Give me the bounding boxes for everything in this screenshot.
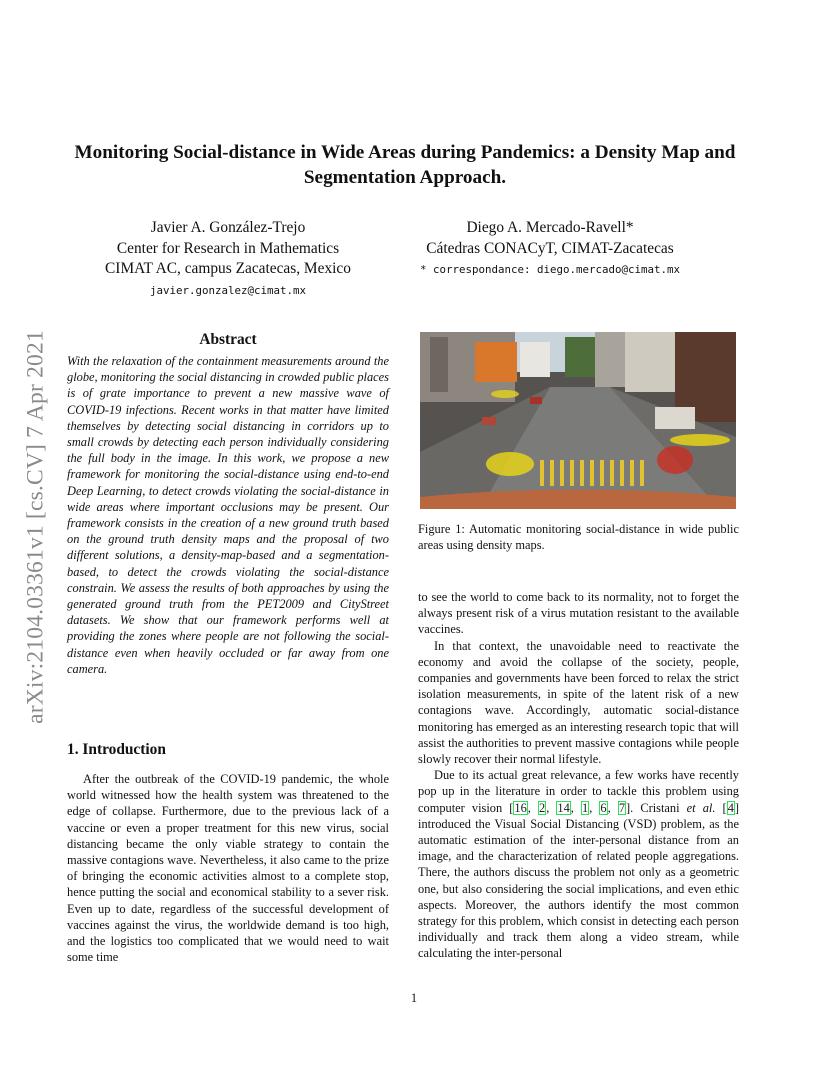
author-1 [90,218,366,302]
paper-title: Monitoring Social-distance in Wide Areas during Pandemics: a Density Map and Segmentation Approach. [74,142,736,188]
author-2-name: Diego A. Mercado-Ravell* [466,219,634,236]
arxiv-id-text: arXiv:2104.03361v1 [cs.CV] 7 Apr 2021 [22,330,49,724]
citation-link[interactable]: 4 [727,800,734,815]
left-column-body [67,771,389,965]
citation-link[interactable]: 1 [582,800,589,815]
author-2-affiliation-1: Cátedras CONACyT, CIMAT-Zacatecas [426,239,674,257]
et-al: et al. [686,800,716,815]
right-column-body [418,589,739,962]
section-heading-introduction: 1. Introduction [67,741,166,758]
arxiv-identifier [16,292,56,762]
intro-paragraph-3-mid: ]. Cristani [626,800,687,815]
intro-paragraph-2: In that context, the unavoidable need to reactivate the economy and avoid the collapse of the society, people, companies and governments have been forced to relax the strict isolation measurements, in spite of the latent risk of a new contagions wave. Accordingly, automatic social-distance monitoring has emerged as an interesting research topic that will assist the authorities to prevent massive contagions while people slowly recover their normal lifestyle. [418,638,739,767]
author-1-email[interactable]: javier.gonzalez@cimat.mx [149,283,306,297]
intro-paragraph-1: After the outbreak of the COVID-19 pandemic, the whole world witnessed how the health system was threatened to the edge of collapse. Furthermore, due to the previous lack of a vaccine or even a proper treatment for this new virus, social distancing became the only viable strategy to contain the massive contagions wave. Nevertheless, it also came to the prize of bringing the economic activities almost to a complete stop, hence putting the social and economical stability to a sever risk. Even up to date, regardless of the successful development of vaccines against the virus, the worldwide demand is too high, and the logistics too complicated that we would need to wait some time [67,772,389,965]
citation-link[interactable]: 6 [600,800,607,815]
author-2 [390,218,710,281]
author-1-name: Javier A. González-Trejo [150,219,306,236]
author-1-affiliation-2: CIMAT AC, campus Zacatecas, Mexico [105,260,351,277]
abstract-heading: Abstract [199,331,257,348]
intro-paragraph-3-end: introduced the Visual Social Distancing (VSD) problem, as the automatic estimation of the inter-personal distance from an image, and the characterization of related people aggregations. There, the authors discuss the problem not only as a geometric one, but also considering the social implications, and even ethic aspects. Moreover, the authors identify the most common strategy for this problem, which consist in detecting each person individually and track them along a video stream, while calculating the inter-personal [418,816,739,961]
figure-1-caption: Figure 1: Automatic monitoring social-distance in wide public areas using density maps. [418,522,739,553]
author-2-email[interactable]: * correspondance: diego.mercado@cimat.mx [419,263,680,276]
citation-link[interactable]: 14 [557,800,570,815]
citation-link[interactable]: 2 [539,800,546,815]
abstract-text: With the relaxation of the containment measurements around the globe, monitoring the social distancing in crowded public places is of grate importance to prevent a new massive wave of COVID-19 infections. Recent works in that matter have limited themselves by detecting social distancing in corridors up to small crowds by detecting each person individually considering the full body in the image. In this work, we propose a new framework for monitoring the social-distance using end-to-end Deep Learning, to detect crowds violating the social-distance in wide areas where important occlusions may be present. Our framework consists in the creation of a new ground truth based on the ground truth density maps and the proposal of two different solutions, a density-map-based and a segmentation-based, to detect the crowds violating the social-distance constrain. We assess the results of both approaches by using the generated ground truth from the PET2009 and CityStreet datasets. We show that our framework performs well at providing the zones where people are not following the social-distance even when heavily occluded or far away from one camera. [67,354,389,676]
intro-paragraph-3: Due to its actual great relevance, a few works have recently pop up in the literature in order to tackle this problem using computer vision [16, 2, 14, 1, 6, 7]. Cristani et al. [4] introduced the Visual Social Distancing (VSD) problem, as the automatic estimation of the inter-personal distance from an image, and the characterization of related people aggregations. There, the authors discuss the problem not only as a geometric one, but also considering the social implications, and even ethic aspects. Moreover, the authors identify the most common strategy for this problem, which consist in detecting each person individually and track them along a video stream, while calculating the inter-personal [418,768,740,961]
citation-link[interactable]: 16 [514,800,527,815]
citation-link[interactable]: 7 [618,800,626,815]
intro-paragraph-3-start: Due to its actual great relevance, a few works have recently pop up in the literature in order to tackle this problem using computer vision [ [418,768,739,815]
page-number: 1 [410,991,418,1005]
intro-paragraph-1-continuation: to see the world to come back to its normality, not to forget the always present risk of a virus mutation resistant to the available vaccines. [418,590,739,637]
figure-1-image [420,332,736,509]
street-scene-illustration [420,332,736,509]
author-1-affiliation-1: Center for Research in Mathematics [116,239,340,257]
